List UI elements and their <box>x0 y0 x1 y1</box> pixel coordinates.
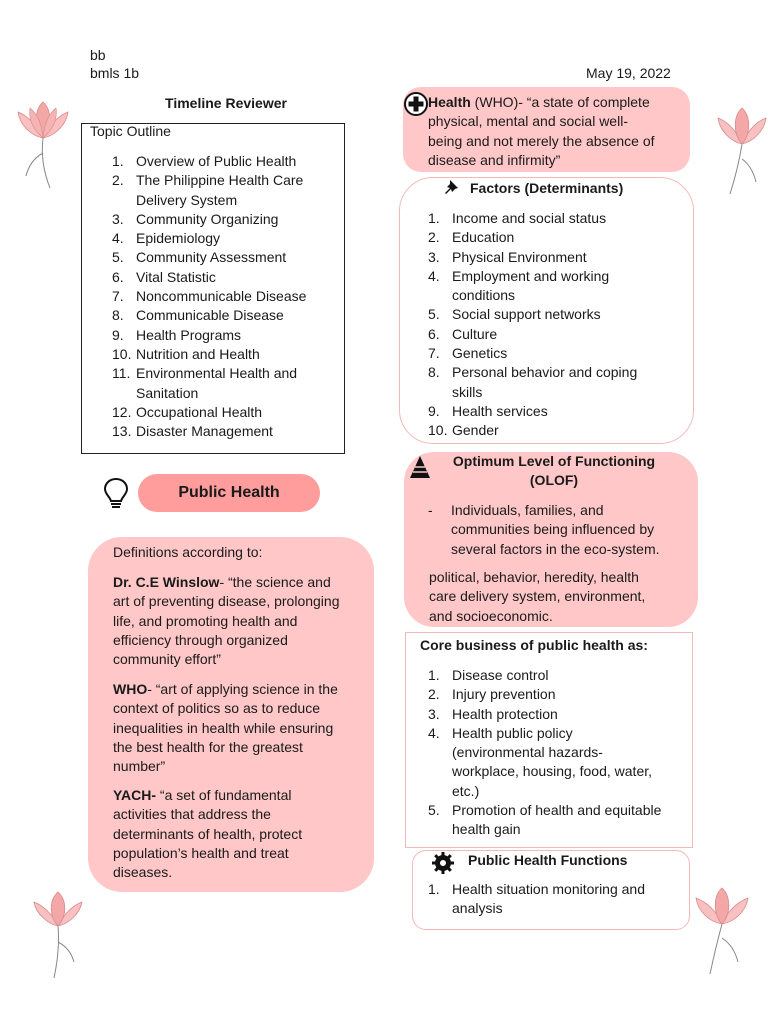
list-item-number: 7. <box>112 288 124 305</box>
list-item-number: 1. <box>428 210 440 226</box>
list-item <box>112 248 348 267</box>
list-item-number: 5. <box>428 802 440 819</box>
list-item-text: Personal behavior and coping <box>452 364 638 381</box>
list-item-number: 10. <box>112 345 132 362</box>
list-item-number: 4. <box>112 230 124 247</box>
pin-icon <box>444 178 464 198</box>
student-name: bb <box>90 47 106 63</box>
list-item-number: 2. <box>112 172 124 189</box>
list-item <box>112 364 348 403</box>
list-item-text: Health services <box>452 402 548 419</box>
list-item-text: (environmental hazards- <box>452 744 603 761</box>
list-item <box>112 403 348 422</box>
list-item <box>428 685 690 704</box>
list-item <box>428 402 678 421</box>
list-item-number: 8. <box>428 364 440 381</box>
functions-list <box>428 880 684 919</box>
list-item-number: 5. <box>112 249 124 266</box>
olof-bullet: Individuals, families, and communities being influenced by several factors in the eco-system. <box>451 502 660 557</box>
factors-title: Factors (Determinants) <box>470 180 624 196</box>
list-item-text: Noncommunicable Disease <box>136 288 307 305</box>
medical-cross-icon <box>403 91 429 117</box>
list-item <box>428 421 678 440</box>
list-item <box>112 326 348 345</box>
list-item <box>428 248 678 267</box>
list-item <box>428 880 684 919</box>
olof-box <box>404 452 698 627</box>
olof-dash: - <box>428 502 433 518</box>
list-item <box>428 801 690 840</box>
list-item-text: Culture <box>452 325 498 342</box>
list-item-number: 8. <box>112 307 124 324</box>
list-item <box>112 171 348 210</box>
list-item-text: Education <box>452 229 515 246</box>
list-item-number: 12. <box>112 403 132 420</box>
list-item-number: 4. <box>428 724 440 741</box>
list-item-text: workplace, housing, food, water, <box>452 763 653 780</box>
list-item-text: Disease control <box>452 667 549 683</box>
list-item-text: Injury prevention <box>452 686 556 703</box>
olof-title-line1: Optimum Level of Functioning <box>452 453 656 469</box>
core-business-box <box>405 632 693 848</box>
list-item-number: 7. <box>428 345 440 362</box>
list-item-number: 1. <box>112 153 124 169</box>
list-item-text: Social support networks <box>452 306 601 323</box>
winslow-definition: Dr. C.E Winslow- “the science and art of preventing disease, prolonging life, and promoting health and efficiency through organized community effort” <box>113 574 340 668</box>
list-item-text: Epidemiology <box>136 230 221 247</box>
gear-icon <box>431 851 455 875</box>
list-item <box>428 325 678 344</box>
list-item <box>428 705 690 724</box>
list-item <box>112 229 348 248</box>
health-term: Health <box>428 94 471 110</box>
list-item <box>112 422 348 441</box>
functions-title: Public Health Functions <box>468 852 628 868</box>
olof-title-line2: (OLOF) <box>529 472 579 489</box>
list-item <box>428 724 690 801</box>
list-item-text: Health situation monitoring and <box>452 881 646 897</box>
list-item-text: health gain <box>452 821 521 838</box>
core-business-list <box>428 666 690 840</box>
page-title: Timeline Reviewer <box>165 95 287 111</box>
list-item-number: 2. <box>428 686 440 703</box>
definitions-box <box>88 537 374 892</box>
who-definition: WHO- “art of applying science in the context of politics so as to reduce inequalities in health while ensuring the best health for the greatest number” <box>113 681 338 775</box>
topic-outline-list <box>112 152 348 441</box>
list-item <box>428 305 678 324</box>
list-item-text: Gender <box>452 422 499 439</box>
list-item-text: Environmental Health and <box>136 365 298 382</box>
list-item-text: Income and social status <box>452 210 607 226</box>
list-item-text: skills <box>452 383 483 400</box>
list-item-number: 13. <box>112 423 132 440</box>
winslow-name: Dr. C.E Winslow <box>113 574 220 590</box>
list-item-text: Health public policy <box>452 724 573 741</box>
factors-box <box>399 177 694 444</box>
flower-top-right-icon <box>716 104 768 196</box>
list-item-text: analysis <box>452 900 503 917</box>
list-item <box>428 344 678 363</box>
list-item <box>428 666 690 685</box>
yach-name: YACH- <box>113 787 157 803</box>
list-item <box>428 209 678 228</box>
list-item <box>112 210 348 229</box>
list-item-text: Sanitation <box>136 384 199 401</box>
flower-bottom-left-icon <box>30 890 86 980</box>
list-item-number: 6. <box>112 268 124 285</box>
list-item-number: 3. <box>428 248 440 265</box>
list-item-number: 2. <box>428 229 440 246</box>
public-health-pill: Public Health <box>138 474 320 512</box>
list-item <box>112 345 348 364</box>
list-item-number: 11. <box>112 365 131 382</box>
functions-box <box>412 850 690 930</box>
list-item-number: 3. <box>428 705 440 722</box>
list-item-text: Occupational Health <box>136 403 263 420</box>
list-item <box>112 152 348 171</box>
yach-definition: YACH- “a set of fundamental activities that address the determinants of health, protect population’s health and treat diseases. <box>113 787 303 881</box>
list-item-number: 9. <box>428 402 440 419</box>
core-business-title: Core business of public health as: <box>420 637 648 653</box>
list-item <box>428 363 678 402</box>
list-item-text: Physical Environment <box>452 248 587 265</box>
list-item-text: Vital Statistic <box>136 268 216 285</box>
list-item-text: Employment and working <box>452 267 610 284</box>
list-item-text: The Philippine Health Care <box>136 172 304 189</box>
list-item-text: Health Programs <box>136 326 242 343</box>
lightbulb-icon <box>102 476 130 510</box>
list-item <box>112 268 348 287</box>
factors-list <box>428 209 678 441</box>
definitions-intro: Definitions according to: <box>113 544 263 560</box>
date-label: May 19, 2022 <box>586 65 671 81</box>
list-item-text: Nutrition and Health <box>136 345 260 362</box>
topic-outline-heading: Topic Outline <box>90 123 171 139</box>
list-item-number: 1. <box>428 881 440 897</box>
list-item-text: conditions <box>452 287 516 304</box>
list-item-text: Community Organizing <box>136 210 279 227</box>
who-name: WHO <box>113 681 148 697</box>
list-item <box>428 228 678 247</box>
topic-outline-box <box>81 123 345 454</box>
list-item <box>428 267 678 306</box>
health-who-box: Health (WHO)- “a state of complete physical, mental and social well- being and not merely the absence of disease and infirmity” <box>403 87 690 172</box>
list-item-text: Promotion of health and equitable <box>452 802 662 819</box>
section-label: bmls 1b <box>90 65 140 81</box>
olof-paragraph: political, behavior, heredity, health care delivery system, environment, and socioeconomic. <box>429 569 646 624</box>
list-item-number: 5. <box>428 306 440 323</box>
list-item-text: Genetics <box>452 345 508 362</box>
list-item-number: 10. <box>428 422 448 439</box>
list-item-text: Community Assessment <box>136 249 287 266</box>
list-item <box>112 287 348 306</box>
list-item-number: 6. <box>428 325 440 342</box>
flower-bottom-right-icon <box>690 886 754 976</box>
flower-top-left-icon <box>12 98 74 190</box>
list-item <box>112 306 348 325</box>
list-item-text: Disaster Management <box>136 423 273 440</box>
list-item-number: 1. <box>428 667 440 683</box>
list-item-number: 4. <box>428 267 440 284</box>
list-item-number: 3. <box>112 210 124 227</box>
list-item-text: Delivery System <box>136 191 238 208</box>
list-item-text: Communicable Disease <box>136 307 284 324</box>
list-item-text: etc.) <box>452 782 480 799</box>
list-item-text: Health protection <box>452 705 558 722</box>
list-item-number: 9. <box>112 326 124 343</box>
list-item-text: Overview of Public Health <box>136 153 297 169</box>
